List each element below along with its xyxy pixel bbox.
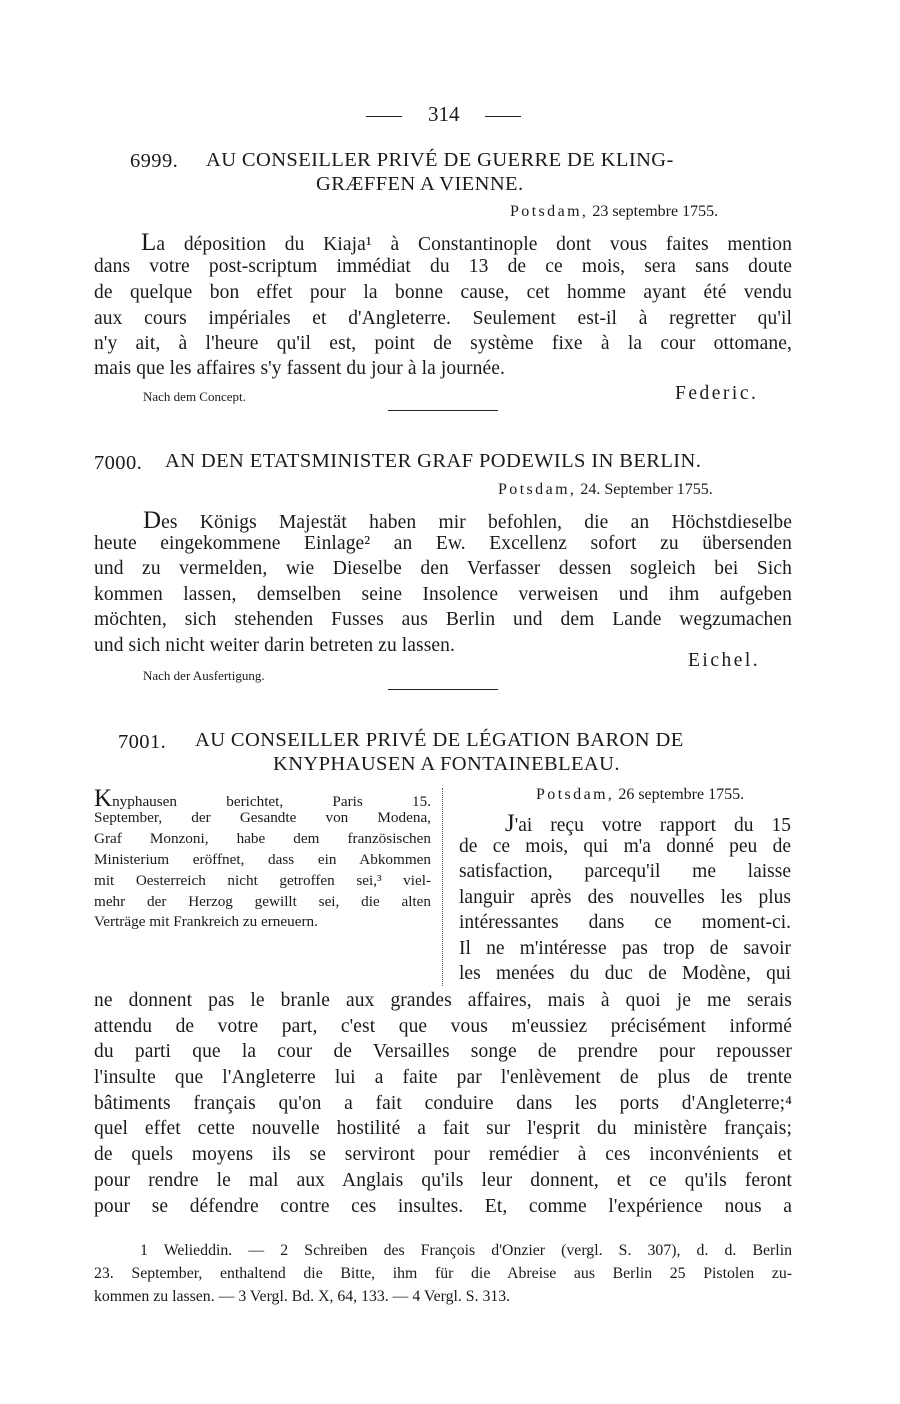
letter-7001-col-initial: J: [505, 810, 515, 837]
letter-7001-col-line-3: satisfaction, parcequ'il me laisse: [459, 861, 791, 882]
letter-7001-line-1: ne donnent pas le branle aux grandes affaires, mais à quoi je me serais: [94, 990, 792, 1011]
letter-6999-place: Potsdam,: [510, 203, 589, 220]
letter-7001-title-line1: AU CONSEILLER PRIVÉ DE LÉGATION BARON DE: [195, 729, 684, 751]
letter-6999-line-6: mais que les affaires s'y fassent du jour à la journée.: [94, 358, 505, 379]
letter-7001-line-2: attendu de votre part, c'est que vous m'eussiez précisément informé: [94, 1016, 792, 1037]
letter-7001-line-8: pour rendre le mal aux Anglais qu'ils leur donnent, et ce qu'ils feront: [94, 1170, 792, 1191]
letter-6999-date: 23 septembre 1755.: [592, 203, 719, 220]
letter-7001-col-line-5: intéressantes dans ce moment-ci.: [459, 912, 791, 933]
footnote-line-2: 23. September, enthaltend die Bitte, ihm für die Abreise aus Berlin 25 Pistolen zu-: [94, 1265, 792, 1282]
letter-7001-col-line-7: les menées du duc de Modène, qui: [459, 963, 791, 984]
letter-7001-summary-line-6: mehr der Herzog gewillt sei, die alten: [94, 893, 431, 910]
letter-7001-title-line2: KNYPHAUSEN A FONTAINEBLEAU.: [273, 753, 620, 775]
letter-7000-initial: D: [143, 507, 162, 534]
letter-7001-col-line-2: de ce mois, qui m'a donné peu de: [459, 836, 791, 857]
letter-7000-line-1: Des Königs Majestät haben mir befohlen, die an Höchstdieselbe: [143, 507, 792, 534]
letter-7001-date: 26 septembre 1755.: [618, 786, 745, 803]
letter-7000-source: Nach der Ausfertigung.: [143, 668, 265, 683]
letter-7001-summary-line-2: September, der Gesandte von Modena,: [94, 809, 431, 826]
column-separator: [442, 788, 443, 986]
letter-7001-col-line-4: languir après des nouvelles les plus: [459, 887, 791, 908]
letter-6999-number: 6999.: [130, 150, 179, 172]
letter-6999-line-5: n'y ait, à l'heure qu'il est, point de système fixe à la cour ottomane,: [94, 333, 792, 354]
letter-7000-dateline: [498, 481, 713, 499]
letter-7000-end-rule: [388, 689, 498, 690]
letter-7000-signature: Eichel.: [688, 650, 761, 671]
letter-6999-end-rule: [388, 410, 498, 411]
letter-7001-line-5: bâtiments français qu'on a fait conduire dans les ports d'Angleterre;⁴: [94, 1093, 792, 1114]
letter-7001-summary-line-4: Ministerium eröffnet, dass ein Abkommen: [94, 851, 431, 868]
letter-7000-title: AN DEN ETATSMINISTER GRAF PODEWILS IN BERLIN.: [165, 450, 702, 472]
letter-6999-source: Nach dem Concept.: [143, 389, 246, 404]
letter-6999-signature: Federic.: [675, 383, 759, 404]
letter-7001-line-6: quel effet cette nouvelle hostilité a fait sur l'esprit du ministère français;: [94, 1118, 792, 1139]
letter-7001-summary-line-5: mit Oesterreich nicht getroffen sei,³ viel-: [94, 872, 431, 889]
letter-7001-place: Potsdam,: [536, 786, 615, 803]
letter-7001-dateline: [536, 786, 744, 804]
letter-7000-line-5: möchten, sich stehenden Fusses aus Berlin und dem Lande wegzumachen: [94, 609, 792, 630]
header-rule-left: [366, 116, 402, 117]
letter-7001-summary-line-7: Verträge mit Frankreich zu erneuern.: [94, 913, 318, 930]
header-rule-right: [485, 116, 521, 117]
letter-7001-line-9: pour se défendre contre ces insultes. Et, comme l'expérience nous a: [94, 1196, 792, 1217]
letter-7001-summary-line-3: Graf Monzoni, habe dem französischen: [94, 830, 431, 847]
page-number: 314: [428, 102, 460, 126]
letter-6999-line-1: La déposition du Kiaja¹ à Constantinople dont vous faites mention: [141, 229, 792, 256]
footnote-line-1: 1 Welieddin. — 2 Schreiben des François d'Onzier (vergl. S. 307), d. d. Berlin: [140, 1242, 792, 1259]
footnote-line-3: kommen zu lassen. — 3 Vergl. Bd. X, 64, 133. — 4 Vergl. S. 313.: [94, 1288, 511, 1305]
letter-7000-line-6: und sich nicht weiter darin betreten zu lassen.: [94, 635, 455, 656]
letter-6999-line-3: de quelque bon effet pour la bonne cause, cet homme ayant été vendu: [94, 282, 792, 303]
letter-7001-line-3: du parti que la cour de Versailles songe de prendre pour repousser: [94, 1041, 792, 1062]
letter-7000-place: Potsdam,: [498, 481, 577, 498]
letter-7001-summary-line-1: Knyphausen berichtet, Paris 15.: [94, 785, 431, 812]
letter-7001-col-line-1: J'ai reçu votre rapport du 15: [505, 810, 791, 837]
letter-6999-line-2: dans votre post-scriptum immédiat du 13 de ce mois, sera sans doute: [94, 256, 792, 277]
letter-7000-number: 7000.: [94, 452, 143, 474]
letter-7000-line-4: kommen lassen, demselben seine Insolence verweisen und ihm aufgeben: [94, 584, 792, 605]
letter-7000-line-2: heute eingekommene Einlage² an Ew. Excellenz sofort zu übersenden: [94, 533, 792, 554]
letter-7001-summary-initial: K: [94, 785, 113, 812]
letter-7001-number: 7001.: [118, 731, 167, 753]
letter-7001-line-7: de quels moyens ils se serviront pour remédier à ces inconvénients et: [94, 1144, 792, 1165]
letter-6999-title-line1: AU CONSEILLER PRIVÉ DE GUERRE DE KLING-: [206, 149, 674, 171]
letter-7000-date: 24. September 1755.: [580, 481, 713, 498]
letter-6999-title-line2: GRÆFFEN A VIENNE.: [316, 173, 524, 195]
letter-7001-col-line-6: Il ne m'intéresse pas trop de savoir: [459, 938, 791, 959]
letter-6999-line-4: aux cours impériales et d'Angleterre. Seulement est-il à regretter qu'il: [94, 308, 792, 329]
letter-6999-initial: L: [141, 229, 157, 256]
letter-7000-line-3: und zu vermelden, wie Dieselbe den Verfasser dessen sogleich bei Sich: [94, 558, 792, 579]
letter-6999-dateline: [510, 203, 718, 221]
letter-7001-line-4: l'insulte que l'Angleterre lui a faite par l'enlèvement de plus de trente: [94, 1067, 792, 1088]
